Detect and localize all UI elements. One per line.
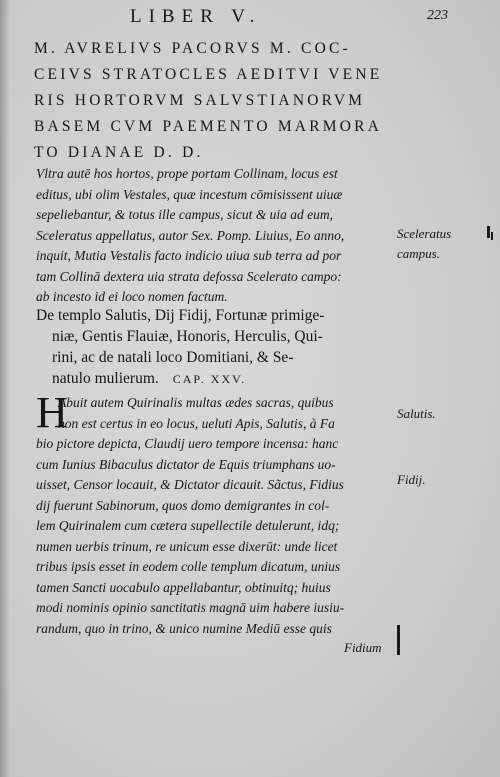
ink-mark (397, 625, 400, 655)
text-line: modi nominis opinio sanctitatis magnā uim habere iusiu- (36, 600, 345, 615)
page-header (0, 6, 500, 28)
running-head: LIBER V. (130, 6, 262, 27)
text-line: numen uerbis trinum, re unicum esse dixerūt: unde licet (36, 538, 338, 554)
text-line: tribus ipsis esset in eodem colle templum dicatum, unius (36, 559, 341, 574)
heading-line: natulo mulierum. (52, 370, 159, 387)
paragraph-templa (36, 388, 392, 639)
inscription-line: BASEM CVM PAEMENTO MARMORA (34, 118, 383, 135)
chapter-label: CAP. XXV. (172, 372, 247, 386)
page-number: 223 (427, 8, 448, 23)
text-line: tam Collinā dextera uia strata defossa Scelerato campo: (36, 268, 342, 284)
chapter-heading (36, 305, 392, 390)
text-line: dij fuerunt Sabinorum, quos domo demigrantes in col- (36, 497, 330, 513)
text-line: lem Quirinalem cum cætera supellectile detulerunt, idq; (36, 518, 340, 533)
heading-line: De templo Salutis, Dij Fidij, Fortunæ primige- (36, 307, 325, 324)
inscription-line: TO DIANAE D. D. (34, 144, 204, 161)
page-edge-shadow (0, 0, 10, 777)
heading-line: niæ, Gentis Flauiæ, Honoris, Herculis, Qui- (52, 328, 323, 345)
margin-note-campus: campus. (397, 246, 440, 261)
text-line: Sceleratus appellatus, autor Sex. Pomp. Liuius, Eo anno, (36, 227, 345, 243)
text-line: editus, ubi olim Vestales, quæ incestum cōmisissent uiuæ (36, 186, 343, 202)
text-line: tamen Sancti uocabulo appellabantur, obtinuitq; huius (36, 579, 331, 595)
text-line: non est certus in eo locus, ueluti Apis, Salutis, à Fa (58, 415, 335, 431)
ink-mark (491, 232, 493, 240)
margin-note-salutis: Salutis. (397, 406, 436, 421)
text-line: Vltra autē hos hortos, prope portam Collinam, locus est (36, 166, 338, 181)
text-line: Abuit autem Quirinalis multas ædes sacras, quibus (58, 395, 334, 410)
catchword: Fidium (344, 640, 382, 655)
text-line: cum Iunius Bibaculus dictator de Equis triumphans uo- (36, 456, 336, 472)
paragraph-scelerato (36, 164, 392, 308)
text-line: randum, quo in trino, & unico numine Mediū esse quis (36, 620, 332, 636)
inscription-block (34, 36, 474, 166)
text-line: bio pictore depicta, Claudij uero tempore incensa: hanc (36, 436, 339, 451)
text-line: sepeliebantur, & totus ille campus, sicut & uia ad eum, (36, 207, 333, 222)
text-line: uisset, Censor locauit, & Dictator dicauit. Sãctus, Fidius (36, 477, 344, 492)
text-line: ab incesto id ei loco nomen factum. (36, 289, 228, 304)
margin-note-fidij: Fidij. (397, 472, 426, 487)
heading-line-last (36, 368, 392, 390)
inscription-line: M. AVRELIVS PACORVS M. COC- (34, 40, 351, 57)
heading-line: rini, ac de natali loco Domitiani, & Se- (52, 349, 294, 366)
inscription-line: RIS HORTORVM SALVSTIANORVM (34, 92, 366, 109)
text-line: inquit, Mutia Vestalis facto indicio uiua sub terra ad por (36, 248, 342, 263)
margin-note-sceleratus: Sceleratus (397, 226, 452, 241)
ink-mark (487, 226, 490, 238)
inscription-line: CEIVS STRATOCLES AEDITVI VENE (34, 66, 383, 83)
drop-capital: H (36, 388, 68, 437)
